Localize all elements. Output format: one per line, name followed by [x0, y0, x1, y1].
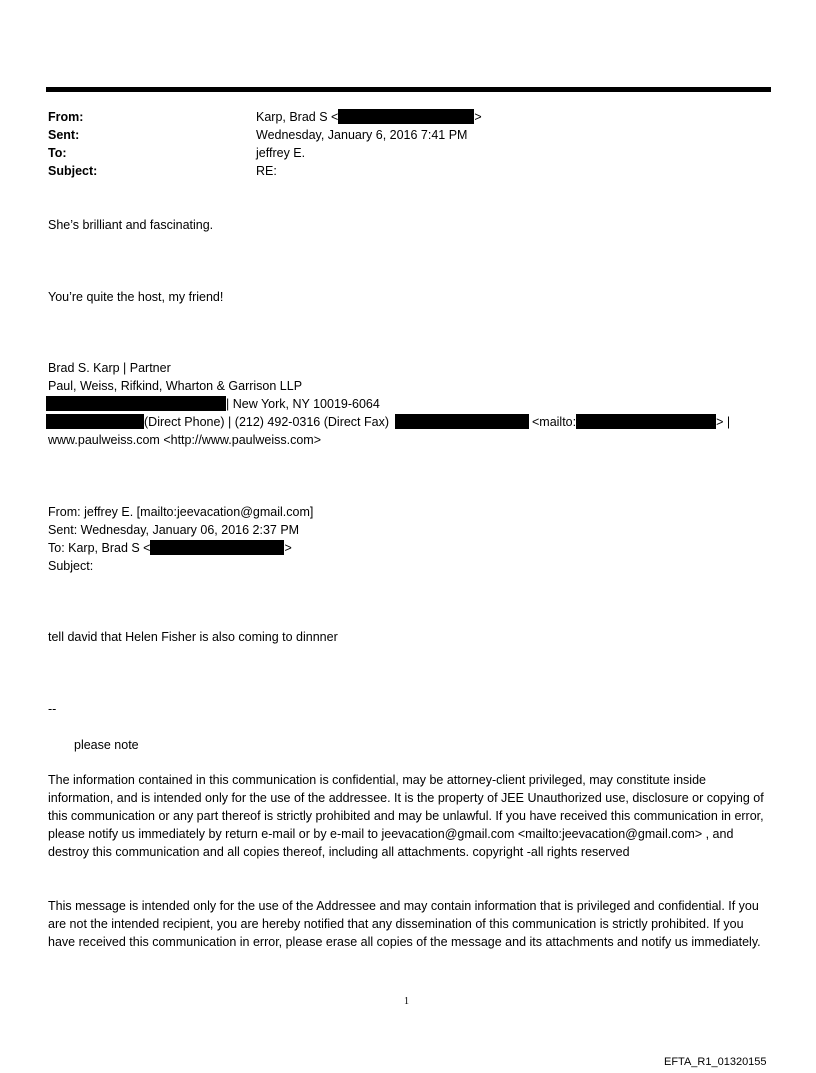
redaction-block [46, 396, 226, 411]
quoted-subject: Subject: [48, 559, 94, 573]
phone-text: (Direct Phone) | (212) 492-0316 (Direct Fax) [144, 415, 390, 429]
to-value: jeffrey E. [256, 146, 306, 160]
document-id: EFTA_R1_01320155 [664, 1056, 767, 1068]
signature-website: www.paulweiss.com <http://www.paulweiss.com> [48, 433, 322, 447]
sent-value: Wednesday, January 6, 2016 7:41 PM [256, 128, 468, 142]
sent-label: Sent: [48, 128, 80, 142]
redaction-block [576, 414, 716, 429]
quoted-to-prefix: To: Karp, Brad S < [48, 541, 151, 555]
quoted-sent: Sent: Wednesday, January 06, 2016 2:37 PM [48, 523, 300, 537]
redaction-block [338, 109, 474, 124]
please-note: please note [74, 738, 139, 752]
quoted-to-end: > [284, 541, 292, 555]
quoted-to [48, 539, 292, 557]
from-bracket-end: > [474, 110, 482, 124]
from-label: From: [48, 110, 84, 124]
mailto-text: <mailto: [531, 415, 577, 429]
redaction-block [150, 540, 284, 555]
mailto-end: > | [716, 415, 731, 429]
signature-name: Brad S. Karp | Partner [48, 361, 171, 375]
signature-dashes: -- [48, 702, 57, 716]
from-value [256, 108, 482, 126]
quoted-from: From: jeffrey E. [mailto:jeevacation@gmail.com] [48, 505, 314, 519]
quoted-message: tell david that Helen Fisher is also coming to dinnner [48, 630, 338, 644]
subject-value: RE: [256, 164, 277, 178]
redaction-block [395, 414, 529, 429]
to-label: To: [48, 146, 67, 160]
signature-phone [46, 413, 730, 431]
signature-address [46, 395, 380, 413]
from-name: Karp, Brad S < [256, 110, 339, 124]
disclaimer-paragraph-1: The information contained in this communication is confidential, may be attorney-client privileged, may constitute inside information, and is intended only for the use of the addressee. It is the property of JEE Unauthorized use, disclosure or copying of this communication or any part thereof is strictly prohibited and may be unlawful. If you have received this communication in error, please notify us immediately by return e-mail or by e-mail to jeevacation@gmail.com <mailto:jeevacation@gmail.com> , and destroy this communication and all copies thereof, including all attachments. copyright -all rights reserved [48, 773, 764, 859]
signature-firm: Paul, Weiss, Rifkind, Wharton & Garrison LLP [48, 379, 303, 393]
body-line-1: She’s brilliant and fascinating. [48, 218, 214, 232]
subject-label: Subject: [48, 164, 98, 178]
page-number: 1 [404, 996, 409, 1007]
header-divider [46, 87, 771, 92]
address-text: | New York, NY 10019-6064 [226, 397, 380, 411]
body-line-2: You’re quite the host, my friend! [48, 290, 224, 304]
disclaimer-paragraph-2: This message is intended only for the use of the Addressee and may contain information that is privileged and confidential. If you are not the intended recipient, you are hereby notified that any dissemination of this communication is strictly prohibited. If you have received this communication in error, please erase all copies of the message and its attachments and notify us immediately. [48, 899, 761, 949]
redaction-block [46, 414, 144, 429]
